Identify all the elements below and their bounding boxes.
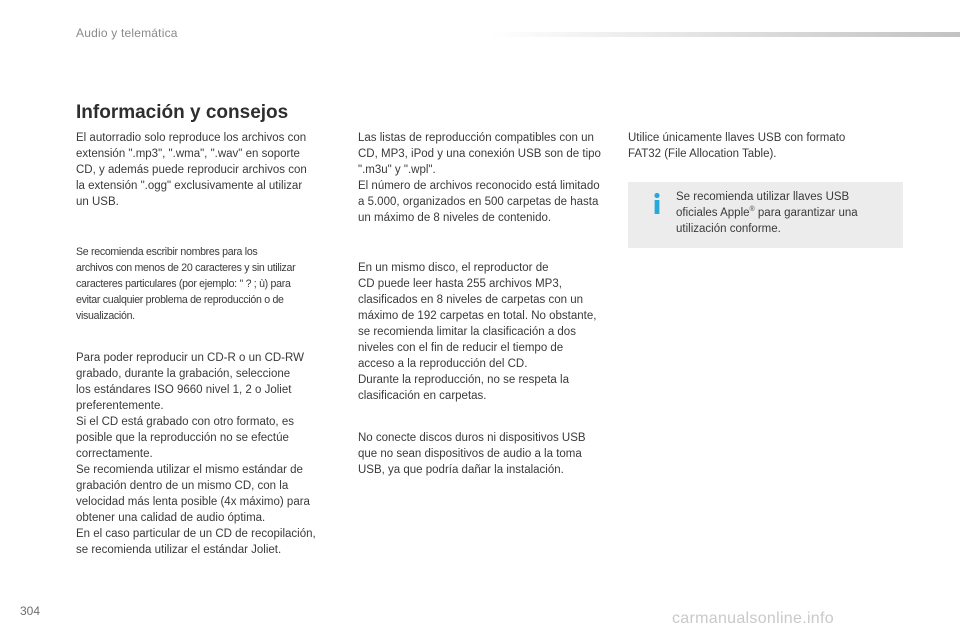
watermark: carmanualsonline.info: [672, 610, 834, 627]
page-title: Información y consejos: [76, 102, 289, 123]
paragraph-file-names: Se recomienda escribir nombres para los archivos con menos de 20 caracteres y sin utilizar caracteres particulares (por ejemplo: " ? ; ù) para evitar cualquier problema de reproducción o de visualización.: [76, 246, 296, 322]
info-line-2-post: para garantizar una: [754, 207, 858, 219]
registered-mark: ®: [749, 206, 755, 214]
paragraph-playlists: Las listas de reproducción compatibles con un CD, MP3, iPod y una conexión USB son de tipo ".m3u" y ".wpl". El número de archivos reconocido está limitado a 5.000, organizados en 500 carpetas de hasta un máximo de 8 niveles de contenido.: [358, 132, 601, 224]
header-decorative-bar: [490, 32, 960, 37]
info-line-2-pre: oficiales Apple: [676, 207, 750, 219]
section-header: Audio y telemática: [76, 26, 178, 40]
paragraph-usb-format: Utilice únicamente llaves USB con formato FAT32 (File Allocation Table).: [628, 132, 846, 160]
paragraph-cd-standards: Para poder reproducir un CD-R o un CD-RW grabado, durante la grabación, seleccione los estándares ISO 9660 nivel 1, 2 o Joliet preferentemente. Si el CD está grabado con otro formato, es posible que la reproducción no se efectúe correctamente. Se recomienda utilizar el mismo estándar de grabación dentro de un mismo CD, con la velocidad más lenta posible (4x máximo) para obtener una calidad de audio óptima. En el caso particular de un CD de recopilación, se recomienda utilizar el estándar Joliet.: [76, 352, 316, 556]
paragraph-cd-folders: En un mismo disco, el reproductor de CD puede leer hasta 255 archivos MP3, clasificados en 8 niveles de carpetas con un máximo de 192 carpetas en total. No obstante, se recomienda limitar la clasificación a dos niveles con el fin de reducir el tiempo de acceso a la reproducción del CD. Durante la reproducción, no se respeta la clasificación en carpetas.: [358, 262, 597, 402]
paragraph-file-formats: El autorradio solo reproduce los archivos con extensión ".mp3", ".wma", ".wav" en soporte CD, y además puede reproducir archivos con la extensión ".ogg" exclusivamente al utilizar un USB.: [76, 132, 307, 208]
info-icon: [650, 192, 664, 216]
column-1: [76, 130, 338, 558]
info-box: [628, 182, 903, 248]
info-text: [676, 189, 893, 237]
info-line-1: Se recomienda utilizar llaves USB: [676, 191, 850, 203]
paragraph-usb-warning: No conecte discos duros ni dispositivos USB que no sean dispositivos de audio a la toma USB, ya que podría dañar la instalación.: [358, 432, 586, 476]
page-number: 304: [20, 604, 41, 618]
info-line-3: utilización conforme.: [676, 223, 781, 235]
column-2: [358, 130, 623, 478]
column-3: [628, 130, 903, 248]
